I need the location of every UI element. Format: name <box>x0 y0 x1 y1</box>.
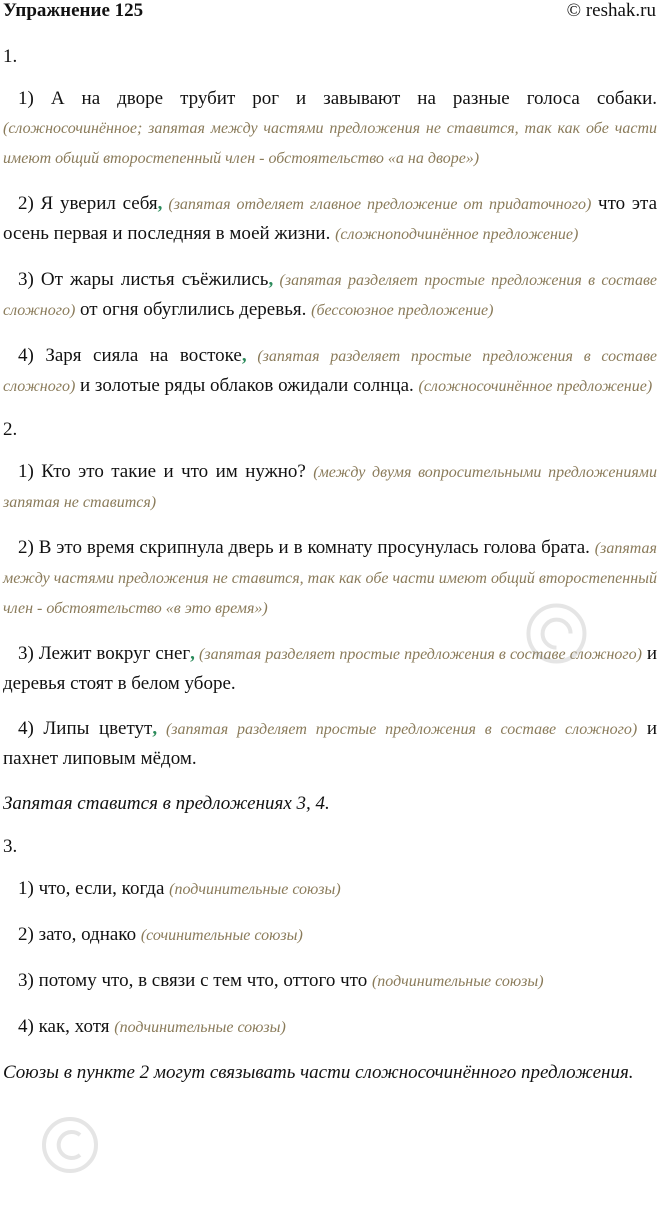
list-item <box>3 265 657 325</box>
sentence-text: 3) От жары листья съёжились <box>18 269 269 290</box>
watermark-logo-icon <box>10 1085 180 1205</box>
page-header <box>0 0 658 24</box>
list-item <box>3 966 657 996</box>
inserted-comma: , <box>268 269 274 290</box>
sentence-tail: и пахнет липовым мёдом. <box>3 718 658 769</box>
conclusion: Запятая ставится в предложениях 3, 4. <box>3 793 330 814</box>
inserted-comma: , <box>152 718 158 739</box>
sentence-text: 4) Заря сияла на востоке <box>18 345 242 366</box>
site-credit: © reshak.ru <box>566 0 656 21</box>
section-2 <box>3 417 657 818</box>
conclusion: Союзы в пункте 2 могут связывать части сложносочинённого предложения. <box>3 1062 634 1083</box>
list-item <box>3 714 657 773</box>
sentence-text: 2) В это время скрипнула дверь и в комнату просунулась голова брата. <box>18 537 595 558</box>
comment-note: (сложносочинённое; запятая между частями предложения не ставится, так как обе части имеют общий второстепенный член - обстоятельство «а на дворе») <box>3 120 657 167</box>
sentence-text: 2) Я уверил себя <box>18 193 158 214</box>
comment-note: (запятая разделяет простые предложения в составе сложного) <box>3 272 658 319</box>
comment-note: (между двумя вопросительными предложениями запятая не ставится) <box>3 464 658 511</box>
sentence-text: 4) как, хотя <box>18 1016 115 1037</box>
sentence-text: 1) что, если, когда <box>18 878 170 899</box>
list-item <box>3 874 657 904</box>
sentence-text: 4) Липы цветут <box>18 718 153 739</box>
comment-note: (сочинительные союзы) <box>140 927 303 944</box>
list-item <box>3 84 657 173</box>
comment-note: (запятая разделяет простые предложения в составе сложного) <box>157 721 638 738</box>
sentence-text: 1) А на дворе трубит рог и завывают на разные голоса собаки. <box>18 88 657 109</box>
list-item <box>3 341 657 401</box>
type-note: (сложноподчинённое предложение) <box>335 226 579 243</box>
section-number: 2. <box>3 419 18 440</box>
sentence-text: 3) потому что, в связи с тем что, оттого что <box>18 970 372 991</box>
inserted-comma: , <box>157 193 163 214</box>
sentence-text: 1) Кто это такие и что им нужно? <box>18 461 314 482</box>
section-number: 1. <box>3 46 18 67</box>
list-item <box>3 189 657 249</box>
list-item <box>3 457 657 517</box>
section-1 <box>3 44 657 401</box>
comment-note: (запятая отделяет главное предложение от придаточного) <box>162 196 592 213</box>
comment-note: (запятая между частями предложения не ставится, так как обе части имеют общий второстепенный член - обстоятельство «в это время») <box>3 540 657 617</box>
list-item <box>3 639 657 698</box>
inserted-comma: , <box>241 345 247 366</box>
list-item <box>3 920 657 950</box>
section-number: 3. <box>3 836 18 857</box>
type-note: (сложносочинённое предложение) <box>418 378 653 395</box>
comment-note: (запятая разделяет простые предложения в составе сложного) <box>3 348 657 395</box>
sentence-tail: и золотые ряды облаков ожидали солнца. <box>75 375 419 396</box>
type-note: (бессоюзное предложение) <box>311 302 494 319</box>
comment-note: (подчинительные союзы) <box>114 1019 286 1036</box>
sentence-tail: и деревья стоят в белом уборе. <box>3 643 658 694</box>
sentence-text: 3) Лежит вокруг снег <box>18 643 191 664</box>
list-item <box>3 1012 657 1042</box>
section-3 <box>3 834 657 1087</box>
exercise-content <box>3 44 657 1103</box>
sentence-text: 2) зато, однако <box>18 924 141 945</box>
sentence-tail: от огня обуглились деревья. <box>75 299 312 320</box>
sentence-tail: что эта осень первая и последняя в моей жизни. <box>3 193 657 244</box>
comment-note: (подчинительные союзы) <box>371 973 544 990</box>
exercise-title: Упражнение 125 <box>3 0 144 21</box>
list-item <box>3 533 657 623</box>
comment-note: (подчинительные союзы) <box>169 881 341 898</box>
comment-note: (запятая разделяет простые предложения в составе сложного) <box>194 646 642 663</box>
inserted-comma: , <box>190 643 195 664</box>
